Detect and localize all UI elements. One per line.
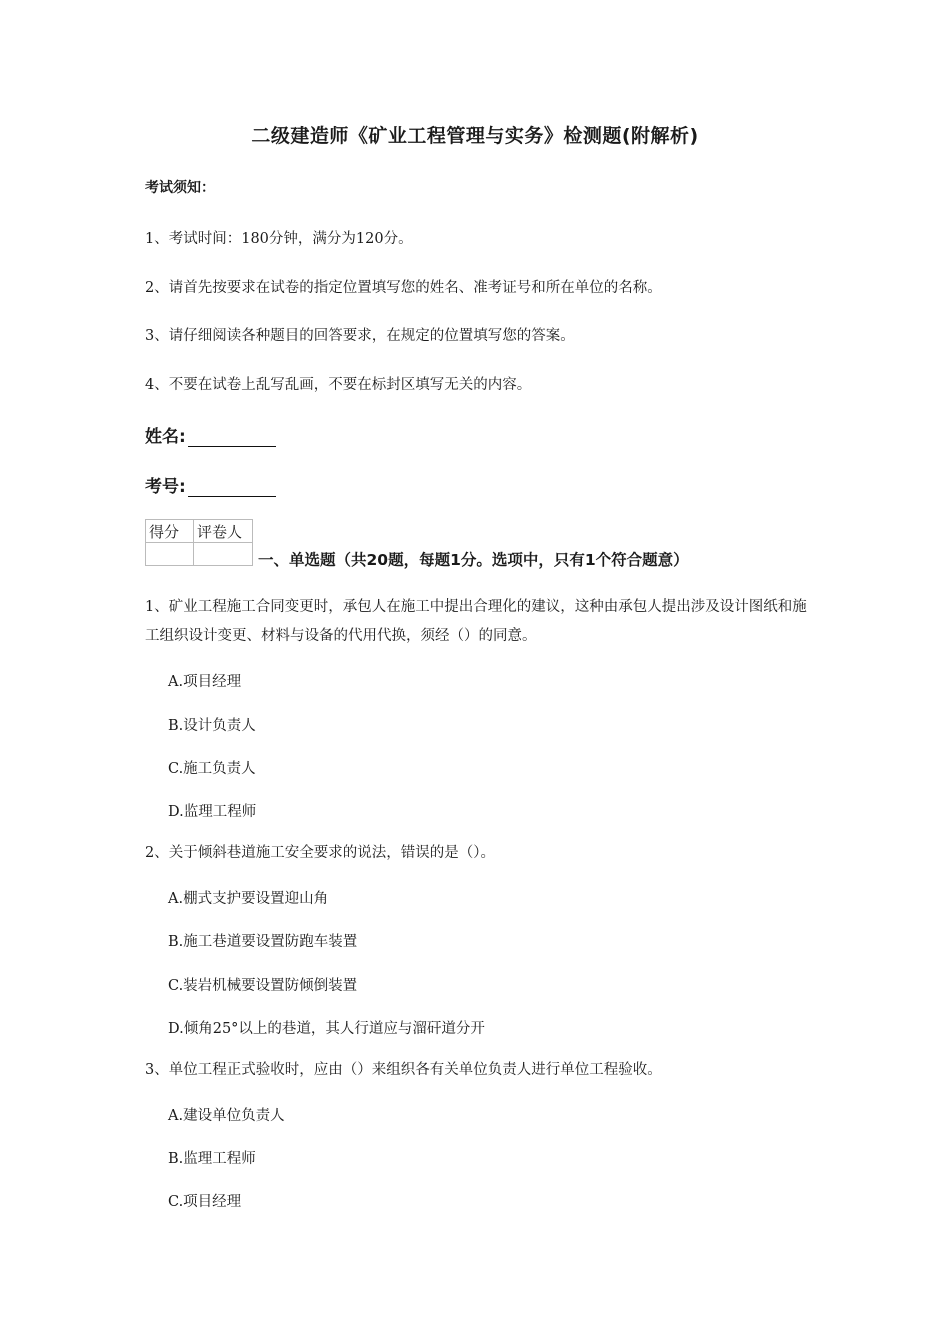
question-1-option-d: D.监理工程师	[168, 804, 257, 820]
question-2-option-b: B.施工巷道要设置防跑车装置	[168, 934, 358, 950]
name-label: 姓名:	[145, 427, 186, 447]
score-header: 得分	[146, 520, 194, 543]
score-cell[interactable]	[146, 543, 194, 566]
question-2-option-c: C.装岩机械要设置防倾倒装置	[168, 978, 358, 994]
question-3-option-c: C.项目经理	[168, 1194, 242, 1210]
name-field[interactable]	[145, 422, 276, 447]
id-field[interactable]	[145, 472, 276, 497]
grader-cell[interactable]	[194, 543, 253, 566]
notice-item-3: 3、请仔细阅读各种题目的回答要求，在规定的位置填写您的答案。	[145, 328, 575, 344]
notice-item-4: 4、不要在试卷上乱写乱画，不要在标封区填写无关的内容。	[145, 377, 532, 393]
question-3-option-b: B.监理工程师	[168, 1151, 256, 1167]
notice-item-1: 1、考试时间：180分钟，满分为120分。	[145, 231, 413, 247]
id-label: 考号:	[145, 477, 186, 497]
score-table	[145, 519, 253, 566]
grader-header: 评卷人	[194, 520, 253, 543]
document-title: 二级建造师《矿业工程管理与实务》检测题(附解析)	[251, 125, 699, 147]
name-blank[interactable]	[188, 428, 276, 447]
question-2-stem: 2、关于倾斜巷道施工安全要求的说法，错误的是（）。	[145, 845, 495, 861]
question-2-option-d: D.倾角25°以上的巷道，其人行道应与溜矸道分开	[168, 1021, 485, 1037]
notice-heading: 考试须知：	[145, 180, 215, 196]
id-blank[interactable]	[188, 478, 276, 497]
section-heading: 一、单选题（共20题，每题1分。选项中，只有1个符合题意）	[258, 551, 689, 569]
question-1-option-b: B.设计负责人	[168, 718, 256, 734]
question-2-option-a: A.棚式支护要设置迎山角	[168, 891, 329, 907]
question-1-option-a: A.项目经理	[168, 674, 242, 690]
question-1-option-c: C.施工负责人	[168, 761, 256, 777]
notice-item-2: 2、请首先按要求在试卷的指定位置填写您的姓名、准考证号和所在单位的名称。	[145, 280, 662, 296]
question-3-stem: 3、单位工程正式验收时，应由（）来组织各有关单位负责人进行单位工程验收。	[145, 1062, 662, 1078]
question-1-stem: 1、矿业工程施工合同变更时，承包人在施工中提出合理化的建议，这种由承包人提出涉及设计图纸和施工组织设计变更、材料与设备的代用代换，须经（）的同意。	[145, 599, 807, 644]
question-3-option-a: A.建设单位负责人	[168, 1108, 285, 1124]
